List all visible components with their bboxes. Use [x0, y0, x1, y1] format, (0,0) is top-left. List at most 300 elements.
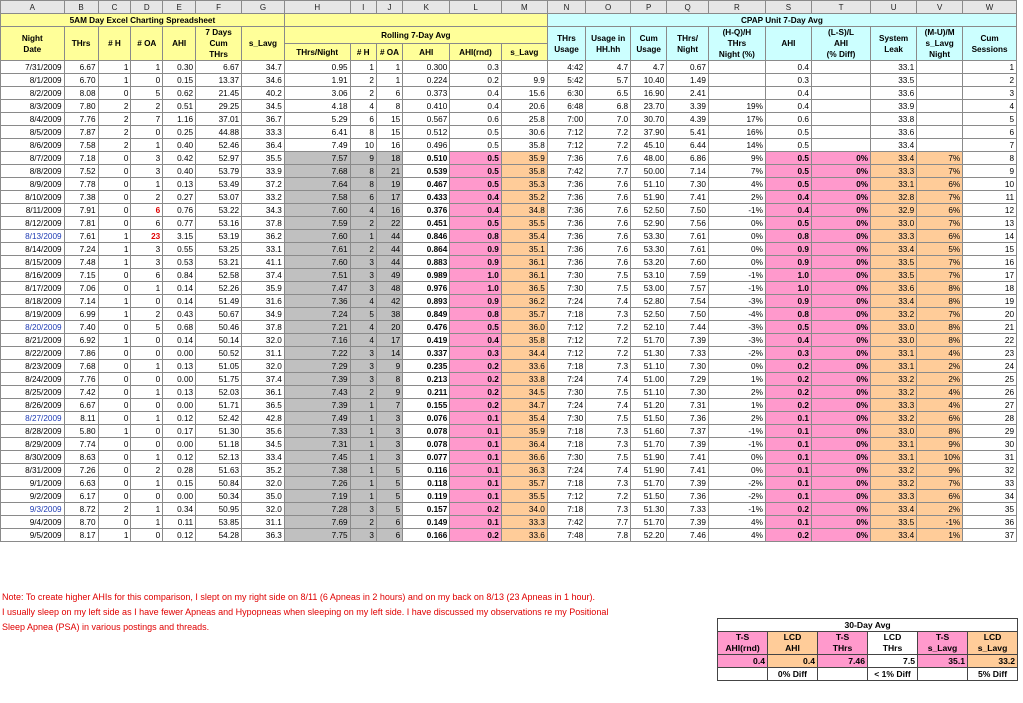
header-text: Usage: [554, 44, 579, 54]
table-cell: 33.6: [871, 126, 917, 139]
table-cell: 8/14/2009: [1, 243, 65, 256]
table-cell: 0.2: [450, 503, 502, 516]
table-cell: 35.9: [501, 152, 547, 165]
table-cell: 9%: [917, 438, 963, 451]
table-cell: 9: [376, 386, 402, 399]
table-cell: 7.4: [586, 399, 631, 412]
table-cell: 7.76: [64, 113, 98, 126]
table-cell: 7.3: [586, 308, 631, 321]
table-cell: 2.41: [667, 87, 709, 100]
table-row: [1, 347, 1017, 360]
table-cell: 7.57: [284, 152, 350, 165]
col-usage-hh: [586, 27, 631, 61]
column-letter: M: [501, 1, 547, 14]
table-cell: 33.1: [871, 438, 917, 451]
avg-header: [868, 632, 918, 655]
table-cell: 8/2/2009: [1, 87, 65, 100]
table-cell: 8/16/2009: [1, 269, 65, 282]
table-cell: 6%: [917, 412, 963, 425]
table-cell: 0: [131, 425, 163, 438]
table-cell: 0.40: [163, 165, 196, 178]
table-cell: 7.24: [64, 243, 98, 256]
table-cell: 36.0: [501, 321, 547, 334]
table-cell: 7.60: [667, 256, 709, 269]
table-cell: 34: [963, 490, 1017, 503]
table-cell: 0.4: [450, 191, 502, 204]
table-cell: 8: [350, 165, 376, 178]
table-cell: 33.3: [501, 516, 547, 529]
table-cell: 5: [350, 308, 376, 321]
table-cell: 52.50: [631, 204, 667, 217]
table-cell: 2: [131, 191, 163, 204]
table-cell: 7:24: [547, 295, 585, 308]
table-cell: 7.29: [284, 360, 350, 373]
table-cell: 3.39: [667, 100, 709, 113]
table-cell: 33.0: [871, 425, 917, 438]
table-cell: 26: [963, 386, 1017, 399]
table-cell: 1.0: [765, 269, 811, 282]
table-cell: 33.2: [871, 412, 917, 425]
header-text: LCD: [983, 632, 1002, 642]
table-cell: 7/31/2009: [1, 61, 65, 74]
table-cell: 0.00: [163, 438, 196, 451]
table-cell: 0.2: [450, 399, 502, 412]
table-cell: 38: [376, 308, 402, 321]
table-cell: 0: [98, 464, 131, 477]
table-cell: 2%: [708, 191, 765, 204]
col-ahi: AHI: [163, 27, 196, 61]
table-cell: 7.18: [64, 152, 98, 165]
table-cell: -3%: [708, 321, 765, 334]
table-cell: 0.14: [163, 295, 196, 308]
table-cell: 7.61: [284, 243, 350, 256]
table-row: [1, 425, 1017, 438]
table-cell: 7.64: [284, 178, 350, 191]
table-cell: 53.19: [196, 230, 242, 243]
table-cell: 35.2: [242, 464, 285, 477]
table-cell: 53.21: [196, 256, 242, 269]
col-night-date: [1, 27, 65, 61]
table-cell: 7:42: [547, 516, 585, 529]
table-cell: 0: [98, 360, 131, 373]
table-cell: 1%: [708, 399, 765, 412]
table-row: [1, 516, 1017, 529]
table-row: [1, 360, 1017, 373]
table-row: [1, 126, 1017, 139]
table-cell: 1: [131, 386, 163, 399]
table-cell: 4: [350, 100, 376, 113]
table-cell: 0.1: [765, 464, 811, 477]
table-cell: 1: [131, 139, 163, 152]
header-text: THrs: [209, 50, 228, 59]
column-letter: F: [196, 1, 242, 14]
table-cell: 0.00: [163, 490, 196, 503]
table-cell: 52.20: [631, 529, 667, 542]
table-cell: 1: [350, 438, 376, 451]
table-cell: 0: [98, 321, 131, 334]
table-cell: 0.42: [163, 152, 196, 165]
table-cell: 0.119: [403, 490, 450, 503]
table-cell: [811, 113, 870, 126]
table-cell: 9/1/2009: [1, 477, 65, 490]
table-cell: 8: [963, 152, 1017, 165]
table-cell: 0.3: [450, 347, 502, 360]
table-row: [1, 139, 1017, 152]
table-cell: 0%: [811, 464, 870, 477]
table-cell: 3: [131, 256, 163, 269]
table-cell: 1: [98, 425, 131, 438]
table-cell: 51.30: [631, 347, 667, 360]
col-roll-oa: # OA: [376, 44, 402, 61]
table-cell: 0: [131, 74, 163, 87]
table-cell: 7.41: [667, 451, 709, 464]
table-cell: 0: [98, 412, 131, 425]
table-cell: [917, 61, 963, 74]
table-cell: 33.2: [871, 308, 917, 321]
table-cell: 0.9: [450, 256, 502, 269]
table-cell: 0.2: [450, 529, 502, 542]
table-cell: 7.06: [64, 282, 98, 295]
table-cell: 7:18: [547, 425, 585, 438]
table-cell: 36.1: [501, 269, 547, 282]
table-cell: 19: [376, 178, 402, 191]
table-cell: 51.70: [631, 438, 667, 451]
table-cell: 7.28: [284, 503, 350, 516]
table-cell: 1: [98, 230, 131, 243]
table-cell: 7.54: [667, 295, 709, 308]
table-cell: 0: [98, 477, 131, 490]
header-text: s_Lavg: [925, 39, 954, 48]
header-text: THrs: [727, 39, 747, 48]
table-cell: [811, 139, 870, 152]
table-cell: 50.14: [196, 334, 242, 347]
table-cell: 3: [376, 412, 402, 425]
header-text: HH.hh: [596, 44, 621, 54]
table-cell: 53.00: [631, 282, 667, 295]
table-cell: 51.50: [631, 412, 667, 425]
table-cell: 37.2: [242, 178, 285, 191]
table-row: [1, 165, 1017, 178]
table-cell: 4%: [708, 178, 765, 191]
table-cell: 33.3: [871, 165, 917, 178]
table-cell: 33.9: [871, 100, 917, 113]
table-cell: 0.076: [403, 412, 450, 425]
table-cell: 1: [350, 477, 376, 490]
table-cell: 37.8: [242, 217, 285, 230]
table-cell: 16: [376, 204, 402, 217]
table-cell: [501, 61, 547, 74]
table-cell: 7:12: [547, 139, 585, 152]
col-mu-m: [917, 27, 963, 61]
table-cell: 7.30: [667, 386, 709, 399]
avg-value: 0.4: [768, 655, 818, 668]
table-cell: 12: [963, 204, 1017, 217]
table-cell: 7.26: [64, 464, 98, 477]
table-cell: 8%: [917, 425, 963, 438]
table-cell: 0.1: [450, 425, 502, 438]
avg-header: [918, 632, 968, 655]
table-cell: 35.7: [501, 477, 547, 490]
table-cell: 19: [963, 295, 1017, 308]
table-cell: 1: [350, 425, 376, 438]
table-cell: 0%: [811, 516, 870, 529]
table-cell: 7.14: [64, 295, 98, 308]
table-cell: 0%: [811, 412, 870, 425]
table-cell: 6.17: [64, 490, 98, 503]
table-cell: 7: [376, 399, 402, 412]
table-cell: 14%: [708, 139, 765, 152]
table-cell: [811, 61, 870, 74]
table-cell: 7.46: [667, 529, 709, 542]
header-text: (% Diff): [826, 50, 856, 59]
table-cell: 0: [98, 269, 131, 282]
table-cell: 6.41: [284, 126, 350, 139]
table-cell: 7.76: [64, 373, 98, 386]
table-cell: [917, 139, 963, 152]
table-cell: 9/4/2009: [1, 516, 65, 529]
table-cell: 4%: [708, 516, 765, 529]
table-cell: 7:12: [547, 321, 585, 334]
table-cell: 31.1: [242, 347, 285, 360]
table-cell: 0%: [811, 386, 870, 399]
table-cell: 7.91: [64, 204, 98, 217]
header-text: LCD: [883, 632, 902, 642]
table-cell: 34.5: [242, 438, 285, 451]
table-cell: 0%: [811, 295, 870, 308]
table-cell: 16.90: [631, 87, 667, 100]
table-cell: 8/4/2009: [1, 113, 65, 126]
table-cell: 36.1: [501, 256, 547, 269]
table-cell: 7.4: [586, 295, 631, 308]
avg-value: 35.1: [918, 655, 968, 668]
table-cell: 2: [350, 74, 376, 87]
table-cell: 0%: [811, 529, 870, 542]
table-row: [1, 490, 1017, 503]
header-text: Date: [23, 44, 42, 54]
table-cell: 34.0: [501, 503, 547, 516]
table-cell: 8/24/2009: [1, 373, 65, 386]
table-cell: 2: [98, 126, 131, 139]
table-cell: 0%: [811, 152, 870, 165]
table-cell: 27: [963, 399, 1017, 412]
col-s-lavg: s_Lavg: [242, 27, 285, 61]
table-cell: 35.5: [501, 490, 547, 503]
table-cell: 7.49: [284, 412, 350, 425]
table-cell: 22: [963, 334, 1017, 347]
header-text: T-S: [835, 632, 850, 642]
table-cell: 52.03: [196, 386, 242, 399]
table-cell: 0.00: [163, 399, 196, 412]
table-cell: [708, 87, 765, 100]
table-cell: 7.30: [667, 360, 709, 373]
table-cell: 6.8: [586, 100, 631, 113]
table-cell: 51.70: [631, 516, 667, 529]
table-cell: 1.16: [163, 113, 196, 126]
table-cell: 51.63: [196, 464, 242, 477]
table-cell: 7:36: [547, 152, 585, 165]
table-cell: 0: [131, 438, 163, 451]
table-cell: 33.4: [242, 451, 285, 464]
table-cell: -3%: [708, 295, 765, 308]
table-cell: 5%: [917, 243, 963, 256]
table-cell: 35.7: [501, 308, 547, 321]
table-cell: 0.149: [403, 516, 450, 529]
table-cell: 0.8: [765, 308, 811, 321]
table-cell: 7.0: [586, 113, 631, 126]
table-row: [1, 191, 1017, 204]
table-cell: 17: [376, 334, 402, 347]
col-ls-l: [811, 27, 870, 61]
table-row: [1, 74, 1017, 87]
table-cell: -1%: [708, 282, 765, 295]
avg-header: [718, 632, 768, 655]
table-cell: 0.2: [450, 74, 502, 87]
table-cell: 0.4: [450, 334, 502, 347]
table-cell: 7:18: [547, 503, 585, 516]
table-cell: 2: [98, 503, 131, 516]
table-cell: 0.30: [163, 61, 196, 74]
table-cell: 7.81: [64, 217, 98, 230]
table-cell: 0: [98, 399, 131, 412]
table-cell: 0%: [708, 256, 765, 269]
table-cell: 0.2: [765, 529, 811, 542]
column-letter: K: [403, 1, 450, 14]
table-cell: 0.1: [450, 451, 502, 464]
table-cell: 7.39: [667, 477, 709, 490]
header-text: Night: [21, 33, 43, 43]
table-cell: 37: [963, 529, 1017, 542]
table-cell: 0: [131, 529, 163, 542]
table-cell: 35.6: [242, 425, 285, 438]
column-letter: P: [631, 1, 667, 14]
table-cell: 7.7: [586, 165, 631, 178]
table-cell: 0.5: [765, 217, 811, 230]
table-cell: 5: [131, 321, 163, 334]
header-text: AHI: [785, 643, 800, 653]
table-cell: 0.4: [765, 334, 811, 347]
table-cell: 1: [350, 230, 376, 243]
table-cell: 7:36: [547, 217, 585, 230]
table-cell: 15: [376, 126, 402, 139]
table-cell: 33.3: [242, 126, 285, 139]
table-cell: 7.41: [667, 464, 709, 477]
header-text: THrs: [557, 33, 576, 43]
col-thrs: THrs: [64, 27, 98, 61]
table-cell: 7:18: [547, 308, 585, 321]
table-cell: 1: [131, 412, 163, 425]
column-letter: D: [131, 1, 163, 14]
table-cell: 0.2: [765, 373, 811, 386]
table-cell: 7%: [917, 152, 963, 165]
table-cell: 49: [376, 269, 402, 282]
table-cell: 50.52: [196, 347, 242, 360]
table-cell: 33.0: [871, 217, 917, 230]
table-cell: 37.4: [242, 269, 285, 282]
table-cell: 1: [98, 295, 131, 308]
table-cell: 0%: [811, 308, 870, 321]
table-cell: 0.467: [403, 178, 450, 191]
table-cell: 0%: [811, 165, 870, 178]
table-cell: 51.10: [631, 386, 667, 399]
header-text: THrs: [882, 643, 903, 653]
table-cell: 36.6: [501, 451, 547, 464]
table-cell: [811, 100, 870, 113]
table-cell: 16%: [708, 126, 765, 139]
col-num-h: # H: [98, 27, 131, 61]
table-cell: 6.67: [64, 61, 98, 74]
table-cell: 2%: [917, 373, 963, 386]
table-cell: 6.70: [64, 74, 98, 87]
table-cell: 6.63: [64, 477, 98, 490]
avg-value: 7.5: [868, 655, 918, 668]
table-cell: 9%: [917, 464, 963, 477]
table-cell: 1: [376, 74, 402, 87]
table-cell: 53.30: [631, 230, 667, 243]
table-cell: 34.4: [501, 347, 547, 360]
table-cell: 33.6: [501, 529, 547, 542]
table-cell: 33.4: [871, 529, 917, 542]
table-cell: 1: [131, 178, 163, 191]
table-cell: 0.1: [765, 451, 811, 464]
table-cell: 53.20: [631, 256, 667, 269]
table-cell: 35.5: [242, 152, 285, 165]
table-cell: 51.90: [631, 464, 667, 477]
table-cell: 8%: [917, 282, 963, 295]
table-cell: 33.0: [871, 334, 917, 347]
table-cell: 1: [350, 490, 376, 503]
table-cell: 51.05: [196, 360, 242, 373]
table-cell: 7.74: [64, 438, 98, 451]
table-cell: 0.76: [163, 204, 196, 217]
table-cell: 3: [350, 269, 376, 282]
note-line-1: Note: To create higher AHIs for this comparison, I slept on my right side on 8/11 (6 Apneas in 2 hours) and on my back on 8/13 (23 Apneas in 1 hour).: [2, 592, 596, 602]
table-cell: 8/23/2009: [1, 360, 65, 373]
table-cell: 0: [98, 191, 131, 204]
table-cell: 1: [131, 61, 163, 74]
table-cell: 0.211: [403, 386, 450, 399]
table-cell: 0.5: [450, 165, 502, 178]
table-cell: 0.4: [765, 87, 811, 100]
table-cell: 0.1: [450, 412, 502, 425]
table-cell: 7.36: [667, 412, 709, 425]
table-cell: 10.40: [631, 74, 667, 87]
table-cell: 7%: [917, 308, 963, 321]
table-cell: 0.34: [163, 503, 196, 516]
table-cell: 0.4: [450, 204, 502, 217]
table-cell: 32.9: [871, 204, 917, 217]
table-cell: 0: [131, 347, 163, 360]
table-cell: 7.42: [64, 386, 98, 399]
table-cell: 0.95: [284, 61, 350, 74]
table-cell: 51.10: [631, 178, 667, 191]
table-cell: 50.34: [196, 490, 242, 503]
table-cell: 7.47: [284, 282, 350, 295]
table-cell: 4.7: [586, 61, 631, 74]
column-letter: V: [917, 1, 963, 14]
table-cell: 0%: [811, 451, 870, 464]
avg-value: 0.4: [718, 655, 768, 668]
table-cell: 42.8: [242, 412, 285, 425]
table-cell: 32.0: [242, 360, 285, 373]
table-cell: 18: [963, 282, 1017, 295]
table-cell: 10%: [917, 451, 963, 464]
table-cell: 20: [963, 308, 1017, 321]
table-cell: 35.0: [242, 490, 285, 503]
table-cell: 7.78: [64, 178, 98, 191]
table-cell: 52.26: [196, 282, 242, 295]
table-cell: 30.70: [631, 113, 667, 126]
table-cell: 33.5: [871, 256, 917, 269]
